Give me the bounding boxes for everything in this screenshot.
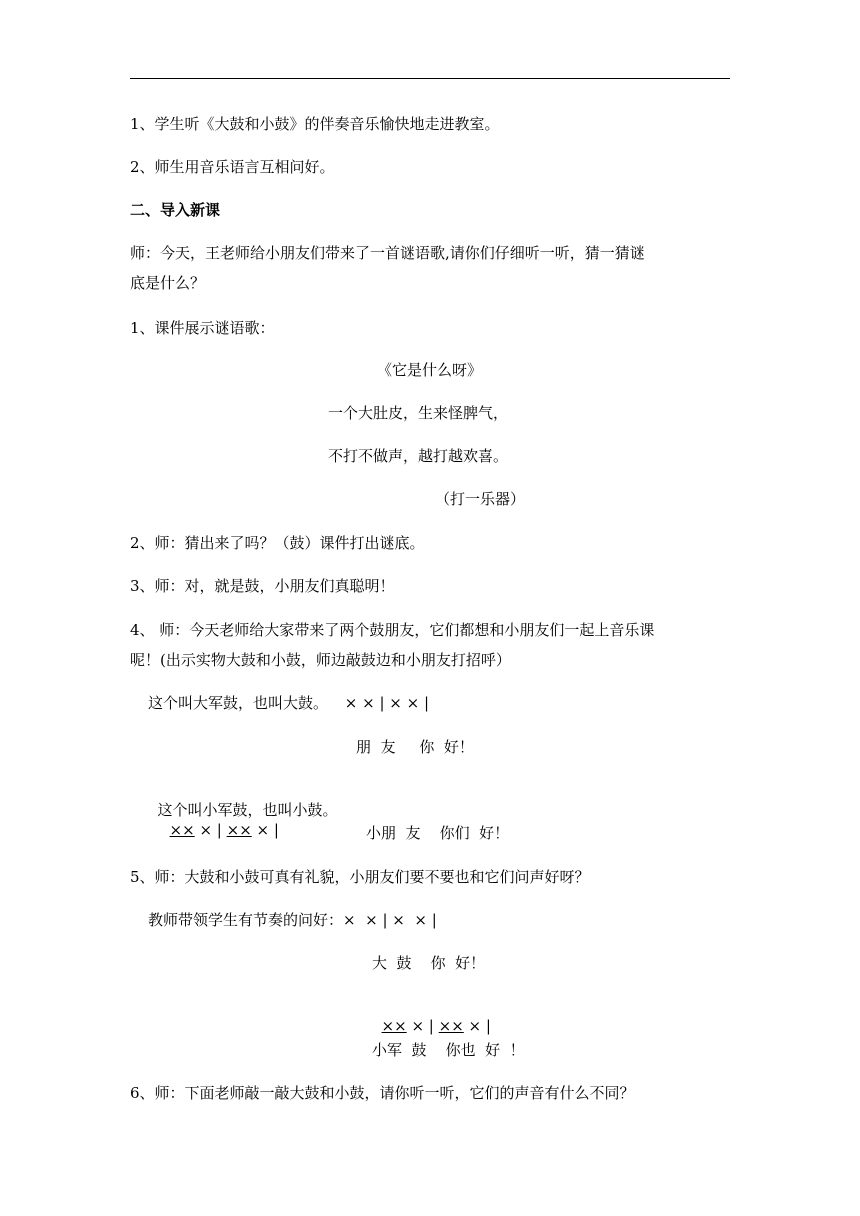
step-6: 6、师：下面老师敲一敲大鼓和小鼓，请你听一听，它们的声音有什么不同？ [130,1084,635,1102]
step-4-line-1: 4、 师：今天老师给大家带来了两个鼓朋友，它们都想和小朋友们一起上音乐课 [130,621,655,639]
small-drum-rhythm-d: × | [251,821,279,839]
step-2: 2、师：猜出来了吗？（鼓）课件打出谜底。 [130,534,425,552]
small-drum-words: 小朋 友 你们 好！ [366,824,510,842]
riddle-hint: （打一乐器） [435,490,526,508]
big-drum-rhythm: × × | × × | [344,694,430,712]
riddle-title: 《它是什么呀》 [377,361,483,379]
section-heading: 二、导入新课 [130,201,221,219]
teacher-intro-line-2: 底是什么？ [130,274,206,292]
big-drum-words: 朋 友 你 好！ [356,738,474,756]
step-5-rhythm-a: ×× [381,1017,407,1035]
text-line-2: 2、师生用音乐语言互相问好。 [130,158,335,176]
step-5-rhythm-d: × | [463,1017,491,1035]
header-rule [130,78,730,79]
big-drum-text: 这个叫大军鼓，也叫大鼓。 [148,694,329,712]
step-5-rhythm [372,996,491,1036]
big-drum-line [148,693,429,713]
step-5-words-1: 大 鼓 你 好！ [372,954,486,972]
step-4-line-2: 呢！(出示实物大鼓和小鼓，师边敲鼓边和小朋友打招呼） [130,651,511,669]
riddle-line-1: 一个大肚皮，生来怪脾气， [328,404,509,422]
small-drum-rhythm-c: ×× [226,821,252,839]
step-5-rhythm-b: × | [406,1017,439,1035]
step-1: 1、课件展示谜语歌： [130,319,275,337]
step-5-words-2: 小军 鼓 你也 好 ！ [372,1041,525,1059]
step-5-lead: 教师带领学生有节奏的问好：× × | × × | [148,911,437,929]
teacher-intro-line-1: 师：今天，王老师给小朋友们带来了一首谜语歌,请你们仔细听一听，猜一猜谜 [130,244,645,262]
riddle-line-2: 不打不做声，越打越欢喜。 [328,447,509,465]
small-drum-rhythm-a: ×× [169,821,195,839]
step-5: 5、师：大鼓和小鼓可真有礼貌，小朋友们要不要也和它们问声好呀？ [130,868,590,886]
step-3: 3、师：对，就是鼓，小朋友们真聪明！ [130,577,395,595]
small-drum-line [148,780,338,840]
step-5-rhythm-c: ×× [438,1017,464,1035]
small-drum-rhythm-b: × | [194,821,227,839]
text-line-1: 1、学生听《大鼓和小鼓》的伴奏音乐愉快地走进教室。 [130,115,500,133]
small-drum-text: 这个叫小军鼓，也叫小鼓。 [157,801,338,819]
